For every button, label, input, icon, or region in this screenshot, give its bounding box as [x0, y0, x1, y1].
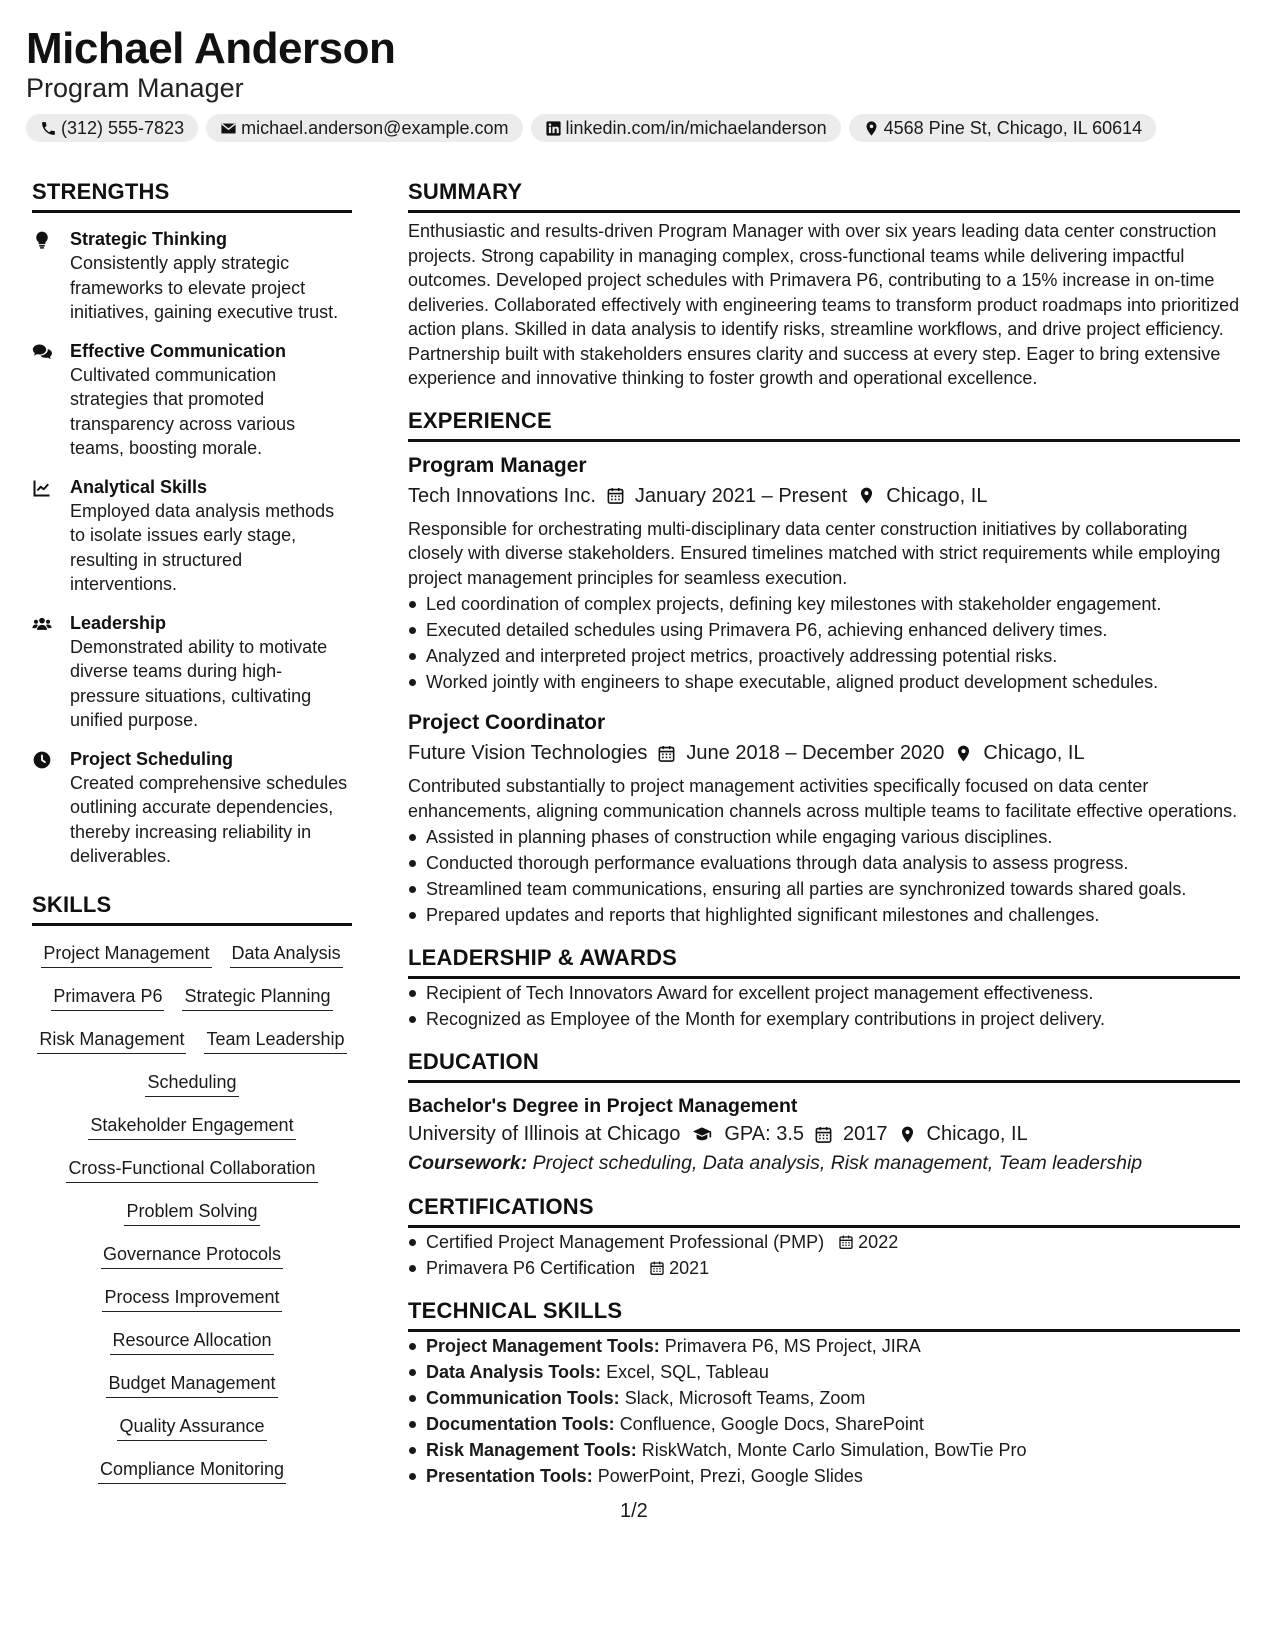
list-item: [408, 1385, 1240, 1411]
job-bullets: [408, 824, 1240, 928]
calendar-icon: [606, 486, 625, 505]
contact-address[interactable]: [849, 114, 1157, 142]
skills-list: [32, 940, 352, 1484]
education-heading: EDUCATION: [408, 1048, 1240, 1083]
education-school: University of Illinois at Chicago: [408, 1123, 681, 1145]
skill-tag: Governance Protocols: [101, 1241, 283, 1269]
strength-name: Project Scheduling: [70, 748, 234, 769]
resume-header: [26, 22, 1256, 142]
coursework-label: Coursework:: [408, 1152, 528, 1174]
list-item: Assisted in planning phases of construction while engaging various disciplines.: [408, 824, 1240, 850]
skill-tag: Data Analysis: [230, 940, 343, 968]
job-title: Project Coordinator: [408, 711, 606, 734]
list-item: Led coordination of complex projects, defining key milestones with stakeholder engagement.: [408, 591, 1240, 617]
job-company: Future Vision Technologies: [408, 742, 648, 764]
skill-tag: Problem Solving: [124, 1198, 259, 1226]
contact-bar: [26, 114, 1256, 142]
list-item: Recipient of Tech Innovators Award for excellent project management effectiveness.: [408, 980, 1240, 1006]
strength-desc: Consistently apply strategic frameworks to elevate project initiatives, gaining executive trust.: [70, 253, 339, 322]
education-coursework: [408, 1149, 1240, 1177]
map-pin-icon: [898, 1125, 917, 1144]
skill-tag: Scheduling: [145, 1069, 238, 1097]
summary-heading: SUMMARY: [408, 178, 1240, 213]
awards-heading: LEADERSHIP & AWARDS: [408, 944, 1240, 979]
phone-icon: [40, 120, 57, 137]
map-pin-icon: [857, 486, 876, 505]
skill-tag: Strategic Planning: [182, 983, 332, 1011]
list-item: Recognized as Employee of the Month for exemplary contributions in project delivery.: [408, 1006, 1240, 1032]
education-location: Chicago, IL: [926, 1123, 1028, 1145]
certifications-heading: CERTIFICATIONS: [408, 1193, 1240, 1228]
technical-skills-heading: TECHNICAL SKILLS: [408, 1297, 1240, 1332]
cert-name: Primavera P6 Certification: [426, 1258, 636, 1278]
skill-tag: Compliance Monitoring: [98, 1456, 286, 1484]
technical-skills-list: [408, 1333, 1240, 1489]
tech-label: Risk Management Tools:: [426, 1440, 637, 1460]
job-meta: [408, 738, 1240, 768]
skill-tag: Stakeholder Engagement: [88, 1112, 295, 1140]
education-gpa: GPA: 3.5: [724, 1123, 805, 1145]
strength-desc: Demonstrated ability to motivate diverse teams during high-pressure situations, cultivating unified purpose.: [70, 636, 328, 730]
job-bullets: [408, 591, 1240, 695]
skill-tag: Process Improvement: [102, 1284, 281, 1312]
calendar-icon: [657, 744, 676, 763]
skill-tag: Primavera P6: [51, 983, 164, 1011]
contact-email[interactable]: [206, 114, 522, 142]
map-pin-icon: [863, 120, 880, 137]
strength-item: [32, 475, 352, 597]
list-item: [408, 1463, 1240, 1489]
experience-heading: EXPERIENCE: [408, 407, 1240, 442]
job-description: Contributed substantially to project management activities specifically focused on data center enhancements, aligning communication channels across multiple teams to facilitate effective operations.: [408, 776, 1238, 821]
skills-heading: SKILLS: [32, 891, 352, 926]
list-item: [408, 1437, 1240, 1463]
candidate-name: Michael Anderson: [26, 24, 396, 73]
skill-tag: Cross-Functional Collaboration: [66, 1155, 317, 1183]
contact-linkedin[interactable]: [531, 114, 841, 142]
lightbulb-icon: [32, 230, 52, 250]
strength-desc: Employed data analysis methods to isolate issues early stage, resulting in structured interventions.: [70, 500, 335, 594]
list-item: Analyzed and interpreted project metrics, proactively addressing potential risks.: [408, 643, 1240, 669]
map-pin-icon: [954, 744, 973, 763]
tech-value: Excel, SQL, Tableau: [606, 1362, 769, 1382]
calendar-icon: [814, 1125, 833, 1144]
strength-item: [32, 747, 352, 869]
skill-tag: Quality Assurance: [117, 1413, 266, 1441]
strength-item: [32, 339, 352, 461]
strength-item: [32, 227, 352, 325]
contact-phone[interactable]: [26, 114, 198, 142]
strength-desc: Created comprehensive schedules outlining accurate dependencies, thereby increasing reliability in deliverables.: [70, 772, 348, 866]
clock-icon: [32, 750, 52, 770]
education-meta: [408, 1119, 1240, 1149]
education-degree: Bachelor's Degree in Project Management: [408, 1095, 798, 1117]
strength-name: Strategic Thinking: [70, 229, 228, 249]
tech-label: Project Management Tools:: [426, 1336, 660, 1356]
strengths-heading: STRENGTHS: [32, 178, 352, 213]
job-dates: January 2021 – Present: [634, 484, 848, 507]
list-item: Conducted thorough performance evaluations through data analysis to assess progress.: [408, 850, 1240, 876]
job-meta: [408, 481, 1240, 511]
job-title: Program Manager: [408, 453, 587, 477]
job-dates: June 2018 – December 2020: [686, 742, 945, 764]
linkedin-icon: [545, 120, 562, 137]
list-item: [408, 1411, 1240, 1437]
candidate-title: Program Manager: [26, 73, 244, 103]
strength-desc: Cultivated communication strategies that promoted transparency across various teams, boosting morale.: [70, 364, 296, 458]
cert-year: 2021: [669, 1258, 710, 1278]
email-text: michael.anderson@example.com: [241, 117, 509, 138]
strength-name: Effective Communication: [70, 340, 287, 361]
address-text: 4568 Pine St, Chicago, IL 60614: [883, 117, 1143, 138]
calendar-icon: [838, 1234, 854, 1250]
list-item: [408, 1255, 1240, 1281]
chart-line-icon: [32, 478, 52, 498]
skill-tag: Team Leadership: [204, 1026, 346, 1054]
summary-text: Enthusiastic and results-driven Program Manager with over six years leading data center construction projects. Strong capability in managing complex, cross-functional teams while delivering impactful outcomes. Developed project schedules with Primavera P6, contributing to a 15% increase in on-time deliveries. Collaborated effectively with engineering teams to transform product roadmaps into prioritized action plans. Skilled in data analysis to identify risks, streamline workflows, and drive project efficiency. Partnership built with stakeholders ensures clarity and success at every step. Eager to bring extensive experience and innovative thinking to foster growth and operational excellence.: [408, 221, 1240, 388]
list-item: [408, 1229, 1240, 1255]
page-number: 1/2: [620, 1500, 648, 1522]
linkedin-text: linkedin.com/in/michaelanderson: [565, 117, 827, 138]
cert-year: 2022: [858, 1232, 899, 1252]
strength-item: [32, 611, 352, 733]
comments-icon: [32, 342, 52, 362]
tech-label: Communication Tools:: [426, 1388, 620, 1408]
job-entry: [408, 709, 1240, 928]
left-column: [32, 178, 352, 1484]
skill-tag: Risk Management: [37, 1026, 186, 1054]
skill-tag: Resource Allocation: [110, 1327, 273, 1355]
tech-value: Primavera P6, MS Project, JIRA: [664, 1336, 921, 1356]
strength-name: Leadership: [70, 612, 167, 633]
right-column: [408, 178, 1240, 1489]
users-icon: [32, 614, 52, 634]
list-item: [408, 1359, 1240, 1385]
tech-label: Documentation Tools:: [426, 1414, 615, 1434]
calendar-icon: [649, 1260, 665, 1276]
tech-label: Presentation Tools:: [426, 1466, 593, 1486]
phone-text: (312) 555-7823: [61, 117, 185, 138]
list-item: Prepared updates and reports that highlighted significant milestones and challenges.: [408, 902, 1240, 928]
envelope-icon: [220, 120, 237, 137]
strength-name: Analytical Skills: [70, 476, 208, 497]
job-location: Chicago, IL: [983, 742, 1085, 764]
skill-tag: Budget Management: [106, 1370, 277, 1398]
list-item: Worked jointly with engineers to shape executable, aligned product development schedules.: [408, 669, 1240, 695]
tech-value: RiskWatch, Monte Carlo Simulation, BowTie Pro: [641, 1440, 1027, 1460]
coursework-text: Project scheduling, Data analysis, Risk management, Team leadership: [532, 1152, 1143, 1174]
tech-value: Confluence, Google Docs, SharePoint: [619, 1414, 924, 1434]
tech-value: PowerPoint, Prezi, Google Slides: [597, 1466, 863, 1486]
job-entry: [408, 452, 1240, 696]
list-item: Executed detailed schedules using Primavera P6, achieving enhanced delivery times.: [408, 617, 1240, 643]
education-year: 2017: [843, 1123, 888, 1145]
graduation-cap-icon: [690, 1124, 714, 1144]
job-description: Responsible for orchestrating multi-disciplinary data center construction initiatives by collaborating closely with diverse stakeholders. Ensured timelines matched with strict requirements while employing project management principles for seamless execution.: [408, 518, 1221, 588]
list-item: [408, 1333, 1240, 1359]
tech-value: Slack, Microsoft Teams, Zoom: [624, 1388, 866, 1408]
tech-label: Data Analysis Tools:: [426, 1362, 602, 1382]
cert-name: Certified Project Management Professional (PMP): [426, 1232, 825, 1252]
job-location: Chicago, IL: [886, 484, 988, 507]
job-company: Tech Innovations Inc.: [408, 484, 596, 507]
list-item: Streamlined team communications, ensuring all parties are synchronized towards shared goals.: [408, 876, 1240, 902]
certifications-list: [408, 1229, 1240, 1281]
skill-tag: Project Management: [41, 940, 211, 968]
awards-list: [408, 980, 1240, 1032]
